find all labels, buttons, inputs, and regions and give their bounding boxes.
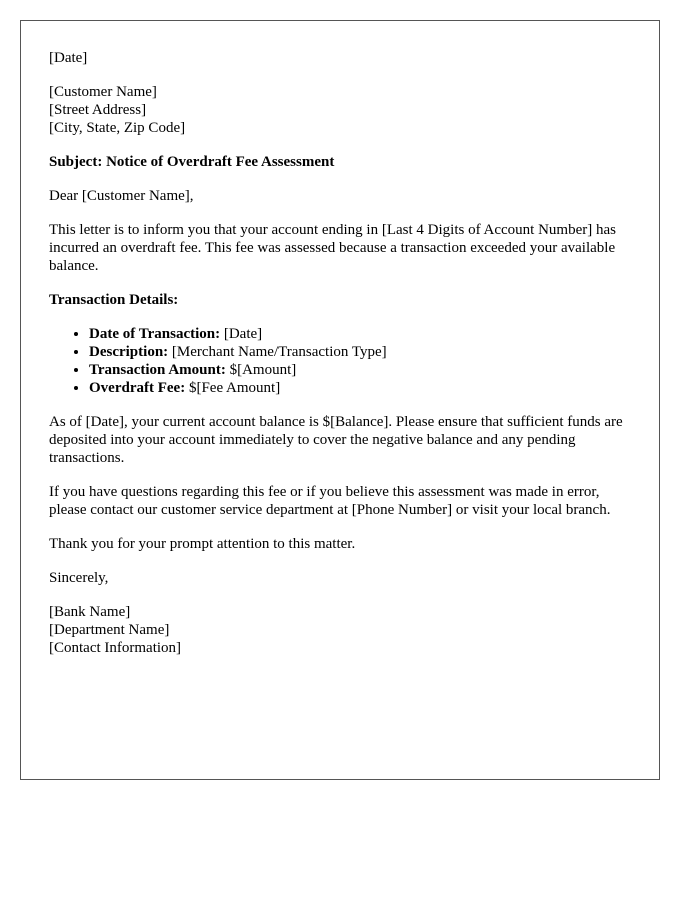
recipient-street: [Street Address]: [49, 102, 147, 118]
detail-label: Date of Transaction:: [89, 326, 221, 342]
signature-contact: [Contact Information]: [49, 640, 182, 656]
detail-value: [Merchant Name/Transaction Type]: [168, 344, 387, 360]
balance-paragraph: As of [Date], your current account balance is $[Balance]. Please ensure that sufficient funds are deposited into your account immediately to cover the negative balance and any pending transactions.: [49, 414, 623, 466]
detail-value: $[Fee Amount]: [185, 380, 281, 396]
detail-label: Description:: [89, 344, 169, 360]
signature-department: [Department Name]: [49, 622, 170, 638]
intro-paragraph: This letter is to inform you that your account ending in [Last 4 Digits of Account Number] has incurred an overdraft fee. This fee was assessed because a transaction exceeded your available balance.: [49, 222, 616, 274]
detail-label: Overdraft Fee:: [89, 380, 186, 396]
detail-overdraft-fee: [89, 379, 631, 397]
questions-paragraph: If you have questions regarding this fee or if you believe this assessment was made in error, please contact our customer service department at [Phone Number] or visit your local branch.: [49, 484, 611, 518]
transaction-details-list: [49, 325, 631, 397]
letter-closing: Sincerely,: [49, 570, 109, 586]
detail-value: $[Amount]: [225, 362, 297, 378]
thanks-paragraph: Thank you for your prompt attention to this matter.: [49, 536, 356, 552]
detail-value: [Date]: [220, 326, 263, 342]
letter-page: [20, 20, 660, 780]
detail-description: [89, 343, 631, 361]
recipient-city-state-zip: [City, State, Zip Code]: [49, 120, 186, 136]
signature-bank-name: [Bank Name]: [49, 604, 131, 620]
recipient-address: [49, 83, 631, 137]
detail-transaction-amount: [89, 361, 631, 379]
transaction-details-heading: Transaction Details:: [49, 292, 179, 308]
recipient-name: [Customer Name]: [49, 84, 157, 100]
detail-date-of-transaction: [89, 325, 631, 343]
signature-block: [49, 603, 631, 657]
letter-subject: Subject: Notice of Overdraft Fee Assessment: [49, 154, 335, 170]
letter-salutation: Dear [Customer Name],: [49, 188, 194, 204]
letter-date: [Date]: [49, 50, 88, 66]
detail-label: Transaction Amount:: [89, 362, 226, 378]
